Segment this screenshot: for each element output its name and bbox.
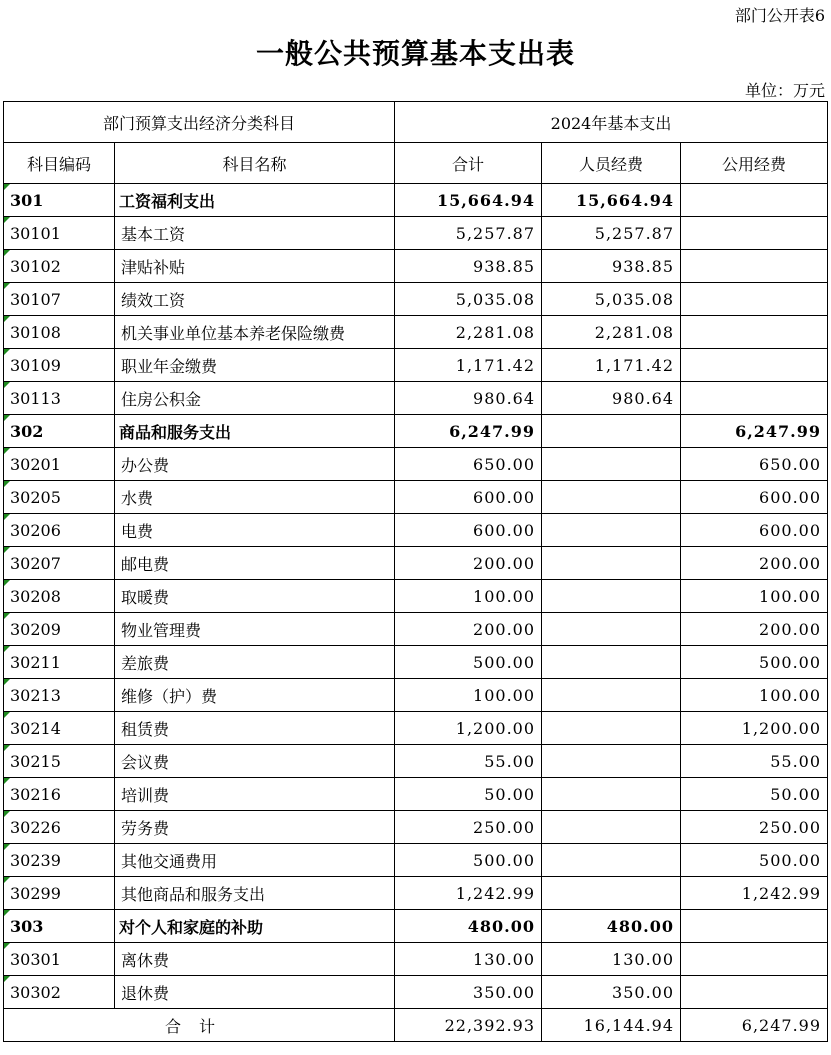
table-row (4, 448, 828, 481)
cell-public (681, 283, 828, 316)
cell-public (681, 217, 828, 250)
cell-public (681, 943, 828, 976)
cell-public (681, 349, 828, 382)
category-row (4, 910, 828, 943)
cell-total: 600.00 (395, 514, 542, 547)
cell-personnel (542, 811, 681, 844)
cell-code: 30213 (4, 679, 115, 712)
cell-personnel (542, 514, 681, 547)
header-economic-classification: 部门预算支出经济分类科目 (4, 102, 395, 143)
cell-marker-icon (4, 679, 10, 685)
cell-marker-icon (4, 745, 10, 751)
cell-public: 100.00 (681, 679, 828, 712)
cell-total: 500.00 (395, 844, 542, 877)
cell-code: 30211 (4, 646, 115, 679)
page-title: 一般公共预算基本支出表 (255, 37, 575, 70)
cell-code: 30215 (4, 745, 115, 778)
table-row (4, 514, 828, 547)
cell-marker-icon (4, 811, 10, 817)
cell-total: 250.00 (395, 811, 542, 844)
cell-marker-icon (4, 646, 10, 652)
cell-total: 600.00 (395, 481, 542, 514)
table-row (4, 547, 828, 580)
cell-public (681, 316, 828, 349)
cell-personnel (542, 745, 681, 778)
cell-code: 30108 (4, 316, 115, 349)
cell-public: 100.00 (681, 580, 828, 613)
cell-code: 302 (4, 415, 115, 448)
cell-public: 6,247.99 (681, 415, 828, 448)
cell-code: 303 (4, 910, 115, 943)
header-personnel: 人员经费 (542, 143, 681, 184)
cell-marker-icon (4, 184, 10, 190)
cell-name: 离休费 (115, 943, 395, 976)
cell-marker-icon (4, 877, 10, 883)
cell-code: 30206 (4, 514, 115, 547)
table-row (4, 580, 828, 613)
cell-personnel (542, 481, 681, 514)
cell-total: 980.64 (395, 382, 542, 415)
total-public: 6,247.99 (681, 1009, 828, 1042)
cell-personnel: 350.00 (542, 976, 681, 1009)
cell-marker-icon (4, 349, 10, 355)
table-row (4, 646, 828, 679)
cell-code: 301 (4, 184, 115, 217)
cell-public (681, 184, 828, 217)
cell-name: 会议费 (115, 745, 395, 778)
cell-marker-icon (4, 580, 10, 586)
cell-name: 退休费 (115, 976, 395, 1009)
header-public: 公用经费 (681, 143, 828, 184)
cell-public: 50.00 (681, 778, 828, 811)
cell-total: 200.00 (395, 547, 542, 580)
cell-name: 商品和服务支出 (115, 415, 395, 448)
cell-marker-icon (4, 250, 10, 256)
cell-name: 差旅费 (115, 646, 395, 679)
table-row (4, 745, 828, 778)
total-row (4, 1009, 828, 1042)
cell-total: 1,200.00 (395, 712, 542, 745)
table-row (4, 250, 828, 283)
cell-marker-icon (4, 712, 10, 718)
cell-name: 办公费 (115, 448, 395, 481)
cell-code: 30201 (4, 448, 115, 481)
cell-code: 30102 (4, 250, 115, 283)
table-body (4, 184, 828, 1009)
cell-public: 600.00 (681, 481, 828, 514)
category-row (4, 415, 828, 448)
table-row (4, 712, 828, 745)
cell-personnel (542, 679, 681, 712)
cell-public: 200.00 (681, 547, 828, 580)
cell-name: 工资福利支出 (115, 184, 395, 217)
total-personnel: 16,144.94 (542, 1009, 681, 1042)
cell-name: 绩效工资 (115, 283, 395, 316)
cell-total: 55.00 (395, 745, 542, 778)
budget-table (3, 101, 828, 1042)
cell-name: 其他交通费用 (115, 844, 395, 877)
cell-total: 1,171.42 (395, 349, 542, 382)
cell-name: 机关事业单位基本养老保险缴费 (115, 316, 395, 349)
form-number-label: 部门公开表6 (734, 6, 825, 25)
total-label: 合计 (4, 1009, 395, 1042)
table-row (4, 217, 828, 250)
cell-name: 对个人和家庭的补助 (115, 910, 395, 943)
cell-marker-icon (4, 778, 10, 784)
cell-total: 5,035.08 (395, 283, 542, 316)
cell-name: 其他商品和服务支出 (115, 877, 395, 910)
cell-personnel: 938.85 (542, 250, 681, 283)
cell-marker-icon (4, 844, 10, 850)
unit-label: 单位：万元 (744, 81, 825, 100)
cell-total: 100.00 (395, 580, 542, 613)
cell-name: 水费 (115, 481, 395, 514)
category-row (4, 184, 828, 217)
cell-total: 480.00 (395, 910, 542, 943)
cell-total: 500.00 (395, 646, 542, 679)
cell-code: 30107 (4, 283, 115, 316)
cell-name: 维修（护）费 (115, 679, 395, 712)
cell-name: 职业年金缴费 (115, 349, 395, 382)
cell-public: 1,242.99 (681, 877, 828, 910)
cell-personnel: 480.00 (542, 910, 681, 943)
cell-code: 30239 (4, 844, 115, 877)
cell-code: 30109 (4, 349, 115, 382)
cell-name: 租赁费 (115, 712, 395, 745)
cell-code: 30214 (4, 712, 115, 745)
cell-code: 30226 (4, 811, 115, 844)
table-row (4, 481, 828, 514)
cell-personnel (542, 877, 681, 910)
cell-total: 938.85 (395, 250, 542, 283)
cell-code: 30208 (4, 580, 115, 613)
cell-marker-icon (4, 976, 10, 982)
cell-code: 30301 (4, 943, 115, 976)
cell-public (681, 382, 828, 415)
cell-marker-icon (4, 943, 10, 949)
cell-marker-icon (4, 283, 10, 289)
cell-code: 30101 (4, 217, 115, 250)
cell-code: 30302 (4, 976, 115, 1009)
cell-marker-icon (4, 481, 10, 487)
cell-code: 30216 (4, 778, 115, 811)
cell-code: 30209 (4, 613, 115, 646)
cell-total: 5,257.87 (395, 217, 542, 250)
cell-name: 津贴补贴 (115, 250, 395, 283)
cell-marker-icon (4, 415, 10, 421)
cell-personnel (542, 712, 681, 745)
cell-total: 350.00 (395, 976, 542, 1009)
cell-personnel (542, 646, 681, 679)
cell-code: 30207 (4, 547, 115, 580)
cell-total: 2,281.08 (395, 316, 542, 349)
table-row (4, 811, 828, 844)
cell-total: 100.00 (395, 679, 542, 712)
table-row (4, 877, 828, 910)
table-row (4, 844, 828, 877)
header-basic-expenditure-2024: 2024年基本支出 (395, 102, 828, 143)
cell-public: 500.00 (681, 646, 828, 679)
cell-marker-icon (4, 382, 10, 388)
total-sum: 22,392.93 (395, 1009, 542, 1042)
cell-marker-icon (4, 217, 10, 223)
cell-personnel: 5,257.87 (542, 217, 681, 250)
cell-code: 30113 (4, 382, 115, 415)
cell-personnel (542, 547, 681, 580)
table-row (4, 976, 828, 1009)
cell-public: 650.00 (681, 448, 828, 481)
cell-personnel (542, 613, 681, 646)
cell-personnel: 15,664.94 (542, 184, 681, 217)
cell-total: 650.00 (395, 448, 542, 481)
cell-total: 15,664.94 (395, 184, 542, 217)
cell-marker-icon (4, 613, 10, 619)
cell-name: 电费 (115, 514, 395, 547)
header-code: 科目编码 (4, 143, 115, 184)
cell-personnel: 130.00 (542, 943, 681, 976)
table-row (4, 613, 828, 646)
cell-total: 200.00 (395, 613, 542, 646)
cell-public: 500.00 (681, 844, 828, 877)
cell-name: 培训费 (115, 778, 395, 811)
cell-personnel: 980.64 (542, 382, 681, 415)
cell-code: 30299 (4, 877, 115, 910)
cell-name: 住房公积金 (115, 382, 395, 415)
table-row (4, 679, 828, 712)
cell-personnel (542, 448, 681, 481)
cell-public: 600.00 (681, 514, 828, 547)
table-row (4, 382, 828, 415)
header-column-row (4, 143, 828, 184)
cell-marker-icon (4, 514, 10, 520)
table-row (4, 283, 828, 316)
table-row (4, 316, 828, 349)
cell-name: 劳务费 (115, 811, 395, 844)
header-name: 科目名称 (115, 143, 395, 184)
cell-personnel: 2,281.08 (542, 316, 681, 349)
cell-code: 30205 (4, 481, 115, 514)
cell-public (681, 976, 828, 1009)
cell-personnel (542, 844, 681, 877)
cell-marker-icon (4, 547, 10, 553)
table-row (4, 349, 828, 382)
cell-marker-icon (4, 910, 10, 916)
cell-personnel (542, 580, 681, 613)
cell-total: 1,242.99 (395, 877, 542, 910)
cell-total: 130.00 (395, 943, 542, 976)
cell-public: 55.00 (681, 745, 828, 778)
header-group-row (4, 102, 828, 143)
cell-public: 250.00 (681, 811, 828, 844)
cell-public (681, 250, 828, 283)
cell-name: 邮电费 (115, 547, 395, 580)
header-total: 合计 (395, 143, 542, 184)
cell-personnel (542, 778, 681, 811)
cell-name: 物业管理费 (115, 613, 395, 646)
cell-personnel (542, 415, 681, 448)
cell-total: 50.00 (395, 778, 542, 811)
cell-personnel: 5,035.08 (542, 283, 681, 316)
table-row (4, 778, 828, 811)
cell-marker-icon (4, 316, 10, 322)
cell-public (681, 910, 828, 943)
cell-public: 200.00 (681, 613, 828, 646)
cell-personnel: 1,171.42 (542, 349, 681, 382)
cell-name: 基本工资 (115, 217, 395, 250)
cell-total: 6,247.99 (395, 415, 542, 448)
cell-name: 取暖费 (115, 580, 395, 613)
cell-marker-icon (4, 448, 10, 454)
table-row (4, 943, 828, 976)
cell-public: 1,200.00 (681, 712, 828, 745)
